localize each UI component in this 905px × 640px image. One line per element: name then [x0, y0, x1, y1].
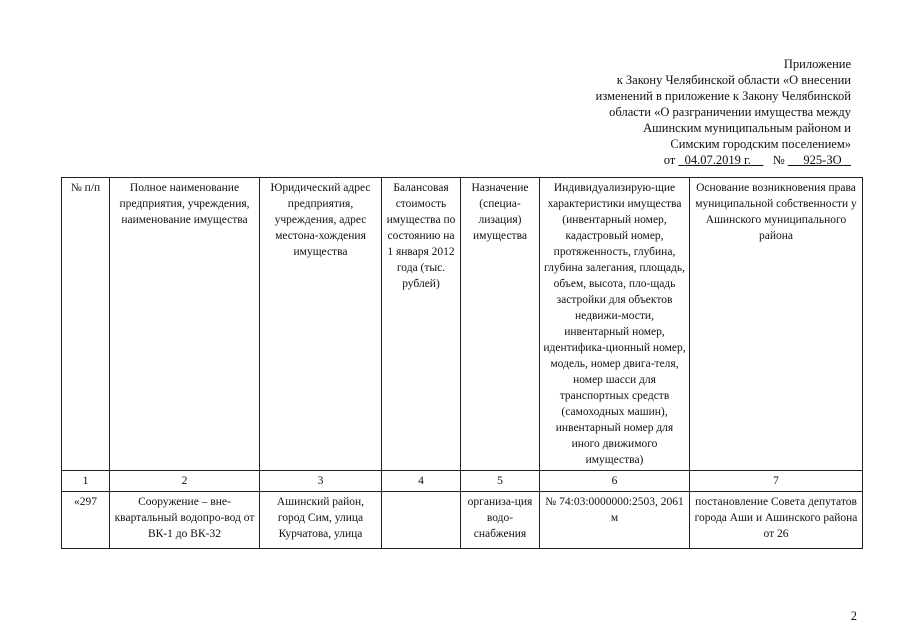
law-date: 04.07.2019 г.: [684, 153, 751, 167]
header-cell-number: № п/п: [62, 178, 110, 471]
header-line-4: области «О разграничении имущества между: [609, 105, 851, 119]
law-signature-line: [521, 152, 851, 168]
column-number: 1: [62, 471, 110, 492]
header-line-5: Ашинским муниципальным районом и: [643, 121, 851, 135]
header-cell-characteristics: Индивидуализирую-щие характеристики имущества (инвентарный номер, кадастровый номер, протяженность, глубина, глубина залегания, площадь, объем, высота, пло-щадь застройки для объектов недвижи-мости, инвентарный номер, идентифика-ционный номер, модель, номер двига-теля, номер шасси для транспортных средств (самоходных машин), инвентарный номер для иного движимого имущества): [540, 178, 690, 471]
document-header: [521, 56, 851, 168]
header-line-6: Симским городским поселением»: [670, 137, 851, 151]
column-number-row: [62, 471, 863, 492]
row-purpose: организа-ция водо-снабжения: [461, 492, 540, 549]
column-number: 7: [690, 471, 863, 492]
table-header-row: [62, 178, 863, 471]
header-cell-ownership-basis: Основание возникновения права муниципальной собственности у Ашинского муниципального района: [690, 178, 863, 471]
header-cell-balance-value: Балансовая стоимость имущества по состоянию на 1 января 2012 года (тыс. рублей): [382, 178, 461, 471]
from-label: от: [663, 153, 676, 167]
number-label: №: [772, 153, 785, 167]
row-ownership-basis: постановление Совета депутатов города Аши и Ашинского района от 26: [690, 492, 863, 549]
column-number: 2: [110, 471, 260, 492]
header-cell-address: Юридический адрес предприятия, учреждения, адрес местона-хождения имущества: [260, 178, 382, 471]
header-line-2: к Закону Челябинской области «О внесении: [616, 73, 851, 87]
header-line-3: изменений в приложение к Закону Челябинской: [595, 89, 851, 103]
column-number: 6: [540, 471, 690, 492]
row-number: «297: [62, 492, 110, 549]
property-table: [61, 177, 863, 549]
page-number: 2: [850, 609, 857, 623]
header-cell-name: Полное наименование предприятия, учреждения, наименование имущества: [110, 178, 260, 471]
column-number: 3: [260, 471, 382, 492]
table-row: [62, 492, 863, 549]
row-name: Сооружение – вне-квартальный водопро-вод от ВК-1 до ВК-32: [110, 492, 260, 549]
header-cell-purpose: Назначение (специа-лизация) имущества: [461, 178, 540, 471]
header-line-1: Приложение: [783, 57, 851, 71]
law-number: 925-ЗО: [803, 153, 842, 167]
column-number: 5: [461, 471, 540, 492]
row-characteristics: № 74:03:0000000:2503, 2061 м: [540, 492, 690, 549]
row-balance-value: [382, 492, 461, 549]
row-address: Ашинский район, город Сим, улица Курчатова, улица: [260, 492, 382, 549]
column-number: 4: [382, 471, 461, 492]
